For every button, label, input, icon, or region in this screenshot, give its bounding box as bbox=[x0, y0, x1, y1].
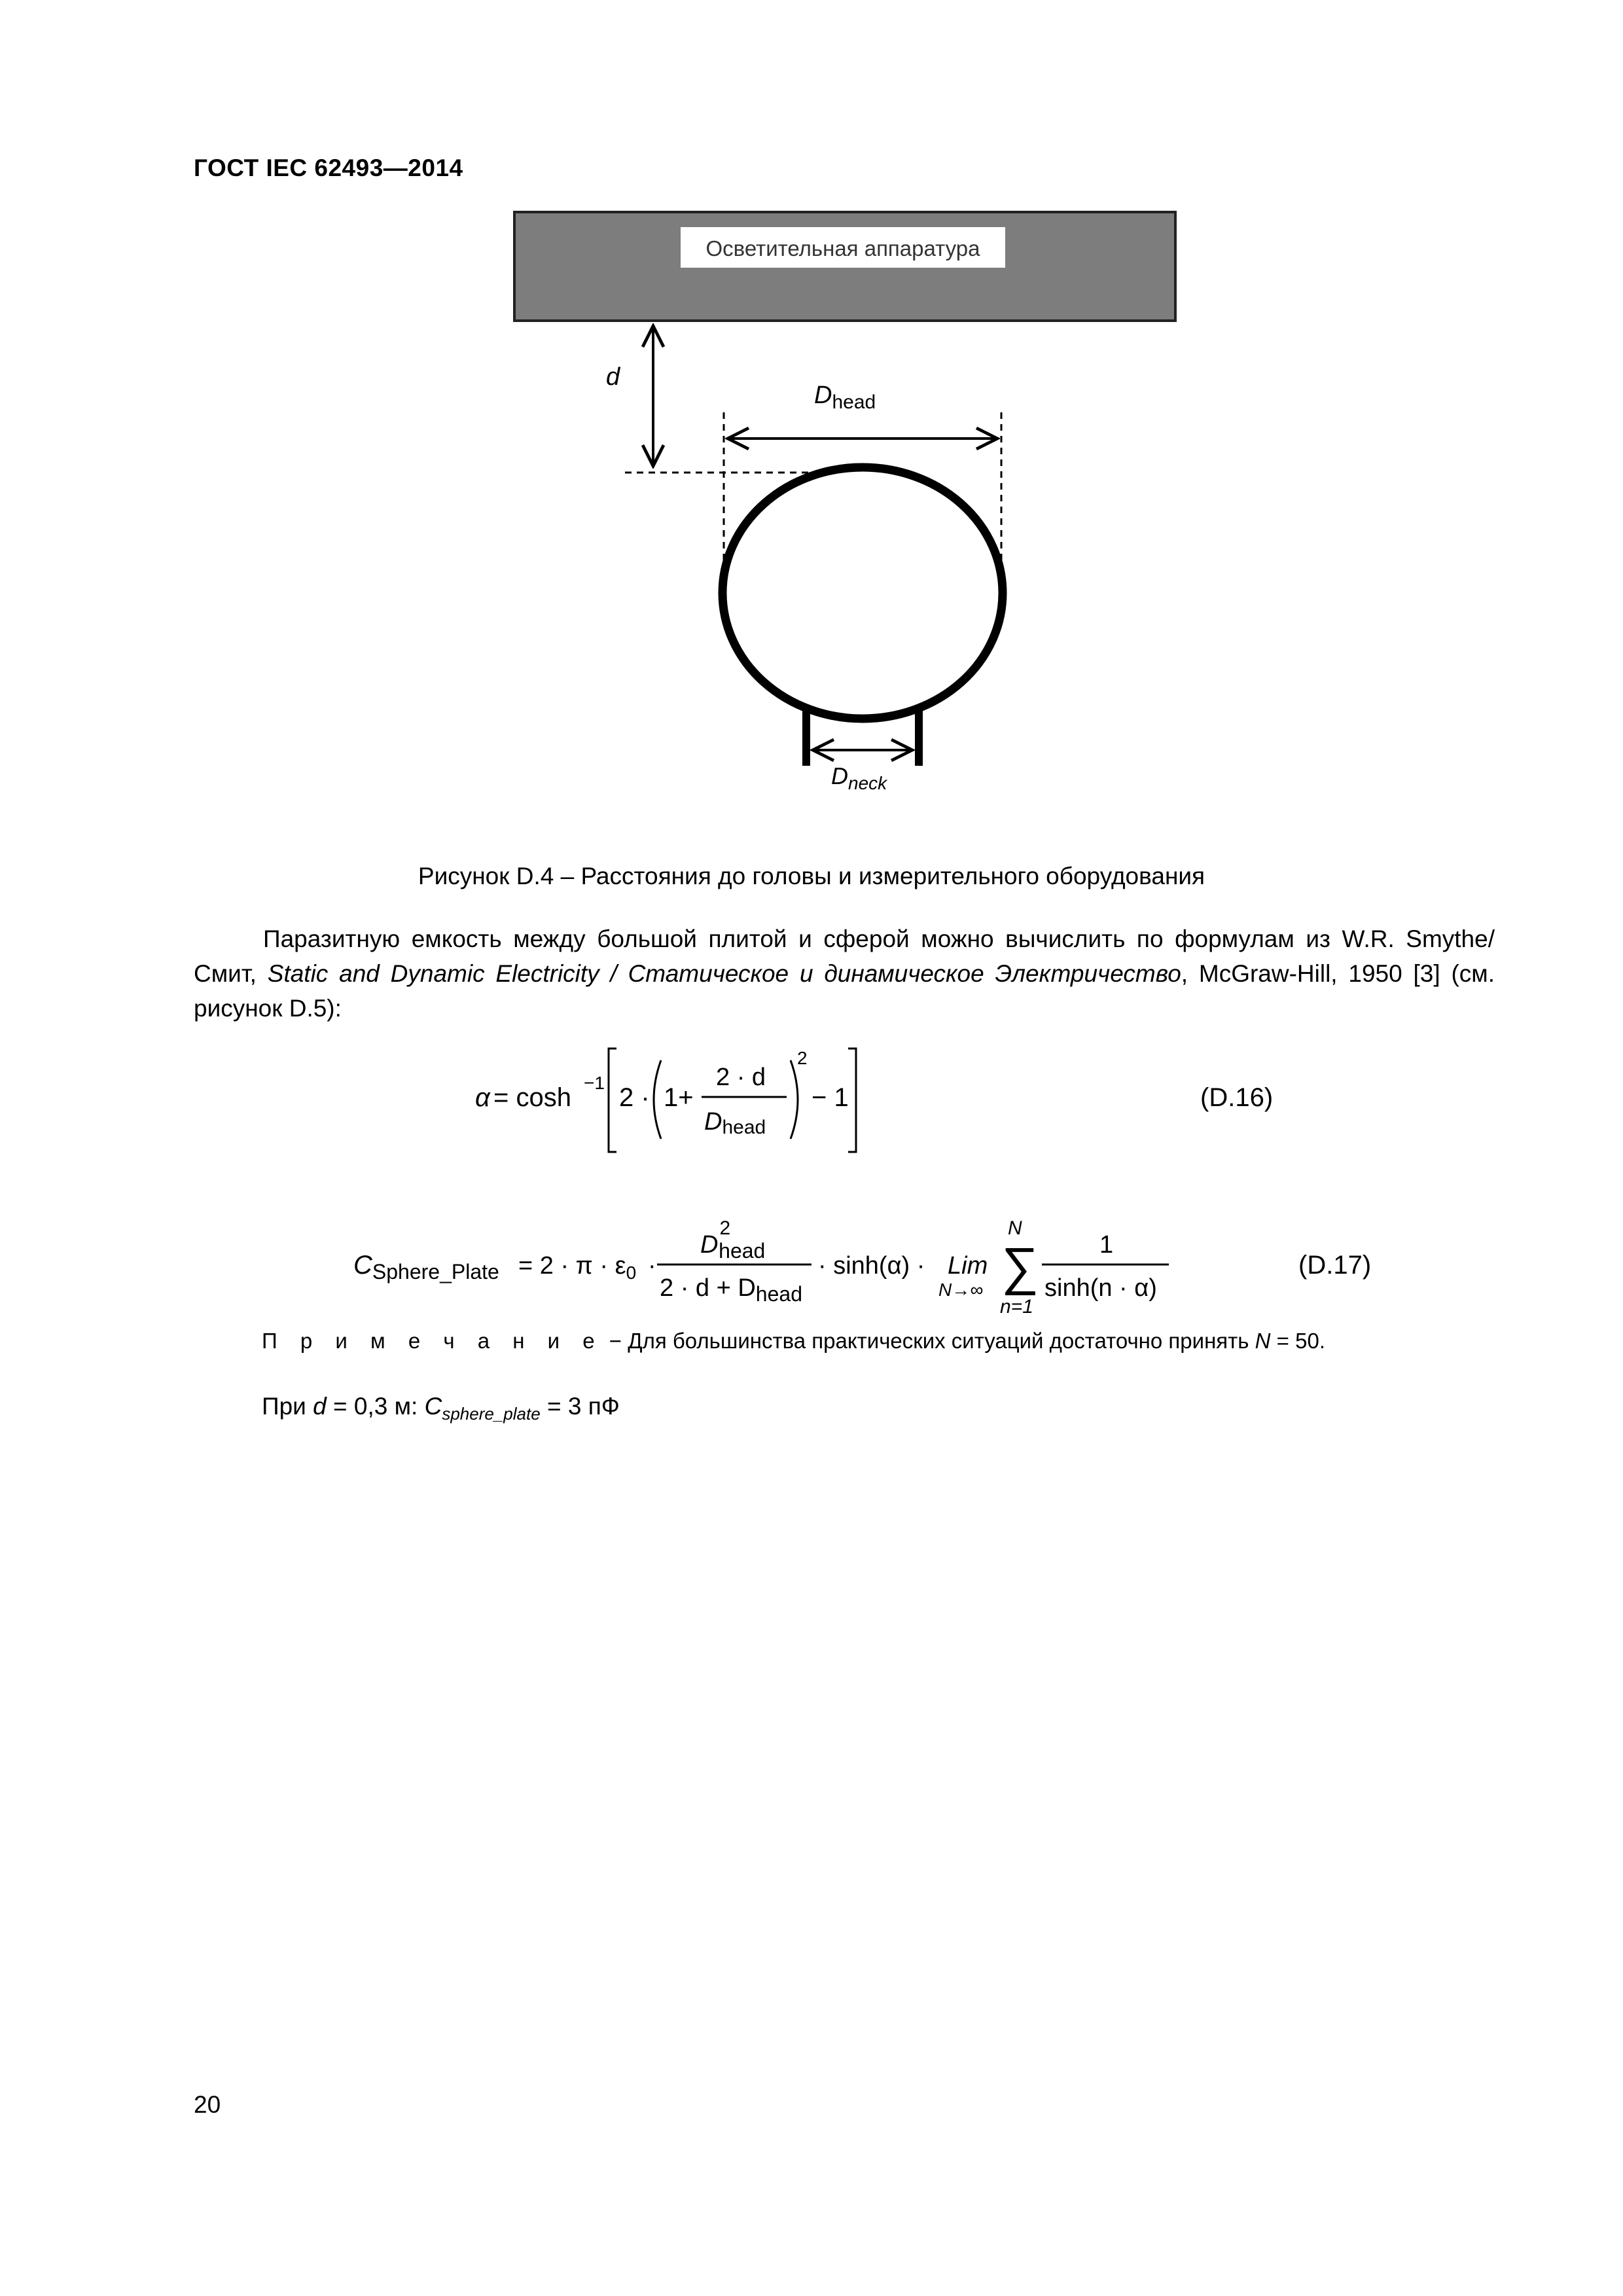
eq17-sinh-alpha: · sinh(α) · bbox=[818, 1252, 925, 1280]
eq16-number: (D.16) bbox=[1200, 1083, 1274, 1112]
eq17-sum-denominator: sinh(n · α) bbox=[1044, 1274, 1157, 1302]
eq17-lim-subscript: N→∞ bbox=[938, 1280, 984, 1300]
eq16-one-plus: 1+ bbox=[664, 1083, 694, 1112]
eq16-numerator: 2 · d bbox=[716, 1064, 766, 1091]
eq16-two: 2 · bbox=[619, 1083, 650, 1112]
head-sphere bbox=[722, 467, 1003, 719]
note: П р и м е ч а н и е − Для большинства практических ситуаций достаточно принять N = 50. bbox=[262, 1329, 1325, 1353]
equation-d16 bbox=[0, 1034, 1623, 1178]
eq17-sum-numerator: 1 bbox=[1099, 1231, 1114, 1259]
eq16-right-paren bbox=[791, 1060, 798, 1139]
eq17-numerator: $D^2$ head bbox=[700, 1217, 766, 1263]
eq16-cosh: = cosh bbox=[493, 1083, 571, 1112]
eq17-denominator: $2 \cdot d + D_{head}$ bbox=[660, 1274, 802, 1306]
document-header: ГОСТ IEC 62493—2014 bbox=[194, 154, 463, 181]
body-paragraph: Паразитную емкость между большой плитой и сферой можно вычислить по формулам из W.R. Smythe/Смит, Static and Dynamic Electricity / Статическое и динамическое Электричество, McGraw-Hill, 1950 [3] (см. рисунок D.5): bbox=[194, 925, 1495, 1022]
eq16-left-bracket bbox=[609, 1049, 616, 1152]
result-line: При d = 0,3 м: $C_{sphere\_plate} = 3$ пФ bbox=[262, 1393, 620, 1424]
eq16-minus-one: − 1 bbox=[812, 1083, 849, 1112]
eq16-left-paren bbox=[654, 1060, 661, 1139]
eq17-lim: Lim bbox=[948, 1252, 988, 1280]
eq16-alpha: α bbox=[475, 1083, 490, 1112]
book-title: Static and Dynamic Electricity / Статическое и динамическое Электричество bbox=[267, 960, 1181, 987]
dneck-label: $D_{neck}$ bbox=[831, 762, 887, 793]
equation-d17 bbox=[0, 1208, 1623, 1326]
eq17-sigma: ∑ bbox=[1001, 1237, 1039, 1295]
dhead-label: $D_{head}$ bbox=[814, 382, 876, 413]
eq17-c: $C_{Sphere\_Plate}$ bbox=[353, 1251, 499, 1283]
eq17-number: (D.17) bbox=[1298, 1251, 1372, 1280]
eq17-sum-lower: n=1 bbox=[1000, 1296, 1033, 1318]
eq17-dot: · bbox=[648, 1252, 656, 1280]
box-label: Осветительная аппаратура bbox=[705, 236, 980, 260]
eq16-square: 2 bbox=[797, 1048, 808, 1068]
figure-d4-diagram bbox=[0, 0, 1623, 851]
eq17-sum-upper: N bbox=[1008, 1217, 1022, 1239]
eq16-right-bracket bbox=[848, 1049, 856, 1152]
eq16-denominator: Dhead bbox=[704, 1108, 766, 1138]
d-label: d bbox=[606, 363, 620, 391]
figure-caption: Рисунок D.4 – Расстояния до головы и измерительного оборудования bbox=[418, 863, 1205, 889]
eq17-rhs: = $2 \cdot \pi \cdot \varepsilon_0$ bbox=[518, 1252, 637, 1283]
page-number: 20 bbox=[194, 2091, 221, 2118]
eq16-exponent: −1 bbox=[584, 1073, 605, 1093]
